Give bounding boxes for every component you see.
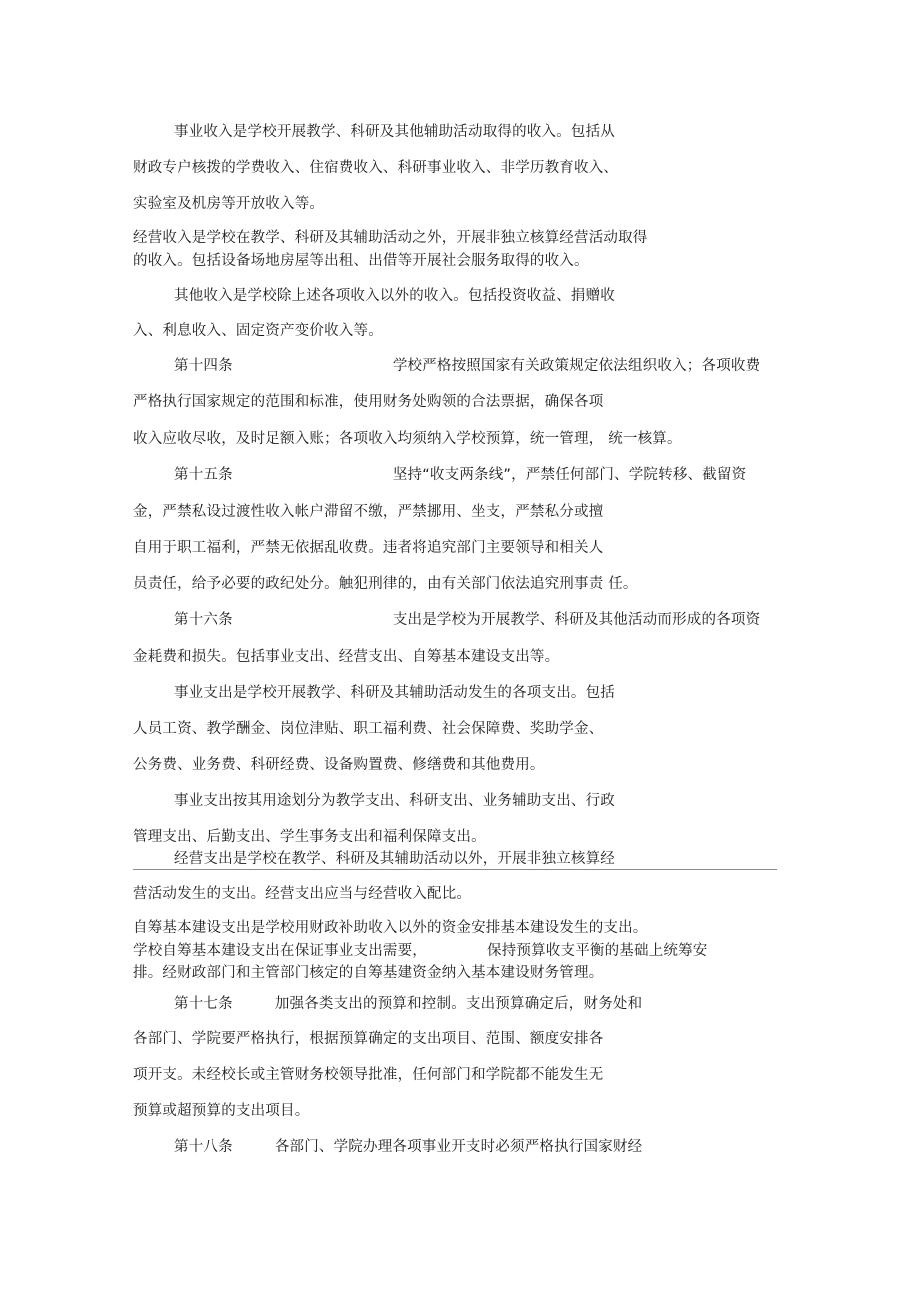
text-line: 的收入。包括设备场地房屋等出租、出借等开展社会服务取得的收入。 [133,253,589,269]
article-15-label: 第十五条 [174,467,233,483]
text-line: 实验室及机房等开放收入等。 [133,196,325,212]
text-line: 经营收入是学校在教学、科研及其辅助活动之外，开展非独立核算经营活动取得 [133,230,648,246]
article-17-label: 第十七条 [174,996,233,1012]
text-line: 入、利息收入、固定资产变价收入等。 [133,323,383,339]
text-line: 严格执行国家规定的范围和标准，使用财务处购领的合法票据，确保各项 [133,394,604,410]
article-17-line [174,994,642,1014]
text-line: 事业收入是学校开展教学、科研及其他辅助活动取得的收入。包括从 [174,124,615,140]
horizontal-rule [133,869,777,870]
split-text-line [133,941,708,961]
text-line: 金，严禁私设过渡性收入帐户滞留不缴，严禁挪用、坐支，严禁私分或擅 [133,504,604,520]
article-16-label: 第十六条 [174,612,233,628]
text-line: 财政专户核拨的学费收入、住宿费收入、科研事业收入、非学历教育收入、 [133,160,619,176]
text-line: 事业支出是学校开展教学、科研及其辅助活动发生的各项支出。包括 [174,685,615,701]
article-14-label: 第十四条 [174,358,233,374]
text-line: 各部门、学院要严格执行，根据预算确定的支出项目、范围、额度安排各 [133,1031,604,1047]
article-16-line [174,610,760,630]
text-line: 其他收入是学校除上述各项收入以外的收入。包括投资收益、捐赠收 [174,288,615,304]
text-line: 预算或超预算的支出项目。 [133,1103,310,1119]
text-line: 收入应收尽收，及时足额入账；各项收入均须纳入学校预算，统一管理， 统一核算。 [133,431,682,447]
text-line: 营活动发生的支出。经营支出应当与经营收入配比。 [133,886,472,902]
text-line: 自筹基本建设支出是学校用财政补助收入以外的资金安排基本建设发生的支出。 [133,920,648,936]
article-15-text: 坚持“收支两条线”，严禁任何部门、学院转移、截留资 [392,467,747,483]
text-line: 金耗费和损失。包括事业支出、经营支出、自筹基本建设支出等。 [133,649,560,665]
text-line: 排。经财政部门和主管部门核定的自筹基建资金纳入基本建设财务管理。 [133,965,604,981]
article-14-text: 学校严格按照国家有关政策规定依法组织收入；各项收费 [392,358,761,374]
article-18-text: 各部门、学院办理各项事业开支时必须严格执行国家财经 [274,1139,643,1155]
text-line: 人员工资、教学酬金、岗位津贴、职工福利费、社会保障费、奖助学金、 [133,721,604,737]
text-line: 员责任，给予必要的政纪处分。触犯刑律的，由有关部门依法追究刑事责 任。 [133,576,638,592]
text-line: 经营支出是学校在教学、科研及其辅助活动以外，开展非独立核算经 [174,851,615,867]
article-17-text: 加强各类支出的预算和控制。支出预算确定后，财务处和 [274,996,643,1012]
article-15-line [174,465,746,485]
article-16-text: 支出是学校为开展教学、科研及其他活动而形成的各项资 [392,612,761,628]
split-line-part1: 学校自筹基本建设支出在保证事业支出需要， [133,943,427,959]
text-line: 事业支出按其用途划分为教学支出、科研支出、业务辅助支出、行政 [174,793,615,809]
text-line: 自用于职工福利，严禁无依据乱收费。违者将追究部门主要领导和相关人 [133,540,604,556]
text-line: 管理支出、后勤支出、学生事务支出和福利保障支出。 [133,829,486,845]
text-line: 项开支。未经校长或主管财务校领导批准，任何部门和学院都不能发生无 [133,1067,604,1083]
article-14-line [174,356,760,376]
article-18-label: 第十八条 [174,1139,233,1155]
article-18-line [174,1137,642,1157]
split-line-part2: 保持预算收支平衡的基础上统筹安 [487,943,708,959]
text-line: 公务费、业务费、科研经费、设备购置费、修缮费和其他费用。 [133,757,545,773]
